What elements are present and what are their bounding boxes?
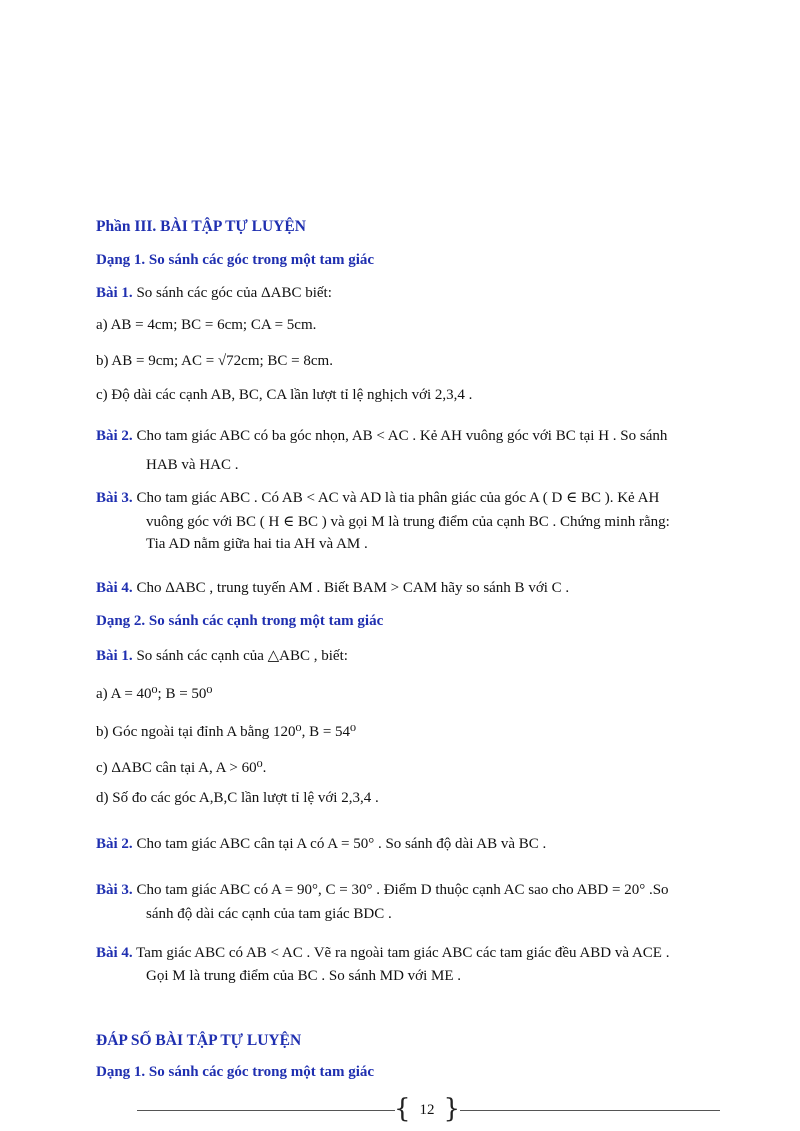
d1-bai1-a: a) AB = 4cm; BC = 6cm; CA = 5cm. [96, 317, 317, 333]
left-brace-icon: { [394, 1094, 411, 1124]
d1-bai1-label: Bài 1. [96, 285, 133, 301]
d2-bai1-text: So sánh các cạnh của △ABC , biết: [136, 648, 348, 664]
d1-bai2-text1: Cho tam giác ABC có ba góc nhọn, AB < AC . Kẻ AH vuông góc với BC tại H . So sánh [136, 428, 668, 444]
d2-bai1-a: a) A = 40⁰; B = 50⁰ [96, 686, 213, 702]
d1-bai2-label: Bài 2. [96, 428, 133, 444]
d2-bai4-line2: Gọi M là trung điểm của BC . So sánh MD với ME . [146, 968, 461, 984]
d1-bai2-line2: HAB và HAC . [146, 457, 239, 473]
d2-bai2-label: Bài 2. [96, 836, 133, 852]
answers-dang1-title: Dạng 1. So sánh các góc trong một tam giác [96, 1064, 375, 1080]
part3-heading: Phần III. BÀI TẬP TỰ LUYỆN [96, 218, 306, 235]
d2-bai3-line2: sánh độ dài các cạnh của tam giác BDC . [146, 906, 392, 922]
answers-heading: ĐÁP SỐ BÀI TẬP TỰ LUYỆN [96, 1032, 302, 1049]
d2-bai1-c: c) ΔABC cân tại A, A > 60⁰. [96, 760, 267, 776]
page-number-box [392, 1094, 462, 1126]
d1-bai3-text1: Cho tam giác ABC . Có AB < AC và AD là tia phân giác của góc A ( D ∈ BC ). Kẻ AH [136, 490, 660, 506]
d2-bai2-text: Cho tam giác ABC cân tại A có A = 50° . So sánh độ dài AB và BC . [136, 836, 547, 852]
d1-bai3-line1 [96, 488, 659, 507]
d1-bai3-line2: vuông góc với BC ( H ∈ BC ) và gọi M là trung điểm của cạnh BC . Chứng minh rằng: [146, 514, 670, 530]
d2-bai4-text1: Tam giác ABC có AB < AC . Vẽ ra ngoài tam giác ABC các tam giác đều ABD và ACE . [136, 945, 670, 961]
d2-bai3-line1 [96, 882, 669, 899]
dang2-title: Dạng 2. So sánh các cạnh trong một tam giác [96, 613, 384, 629]
d2-bai4-line1 [96, 945, 669, 962]
dang1-title: Dạng 1. So sánh các góc trong một tam giác [96, 252, 375, 268]
page-number: 12 [419, 1102, 435, 1118]
footer-line-left [137, 1110, 395, 1111]
right-brace-icon: } [443, 1094, 460, 1124]
d2-bai2 [96, 836, 546, 853]
d2-bai3-label: Bài 3. [96, 882, 133, 898]
d2-bai3-text1: Cho tam giác ABC có A = 90°, C = 30° . Điểm D thuộc cạnh AC sao cho ABD = 20° .So [136, 882, 669, 898]
d2-bai4-label: Bài 4. [96, 945, 133, 961]
d1-bai1-text: So sánh các góc của ΔABC biết: [136, 285, 332, 301]
d2-bai1-b: b) Góc ngoài tại đỉnh A bằng 120⁰, B = 54⁰ [96, 724, 357, 740]
d1-bai1-c: c) Độ dài các cạnh AB, BC, CA lần lượt tỉ lệ nghịch với 2,3,4 . [96, 387, 473, 403]
d1-bai1 [96, 285, 332, 302]
d1-bai4-text: Cho ΔABC , trung tuyến AM . Biết BAM > CAM hãy so sánh B với C . [136, 580, 570, 596]
d2-bai1-label: Bài 1. [96, 648, 133, 664]
d1-bai4-label: Bài 4. [96, 580, 133, 596]
d1-bai3-line3: Tia AD nằm giữa hai tia AH và AM . [146, 536, 368, 552]
d1-bai4 [96, 580, 569, 597]
d2-bai1-d: d) Số đo các góc A,B,C lần lượt tỉ lệ với 2,3,4 . [96, 790, 379, 806]
footer-line-right [460, 1110, 720, 1111]
d2-bai1 [96, 646, 348, 665]
d1-bai2-line1 [96, 428, 667, 445]
d1-bai3-label: Bài 3. [96, 490, 133, 506]
d1-bai1-b: b) AB = 9cm; AC = √72cm; BC = 8cm. [96, 353, 333, 369]
